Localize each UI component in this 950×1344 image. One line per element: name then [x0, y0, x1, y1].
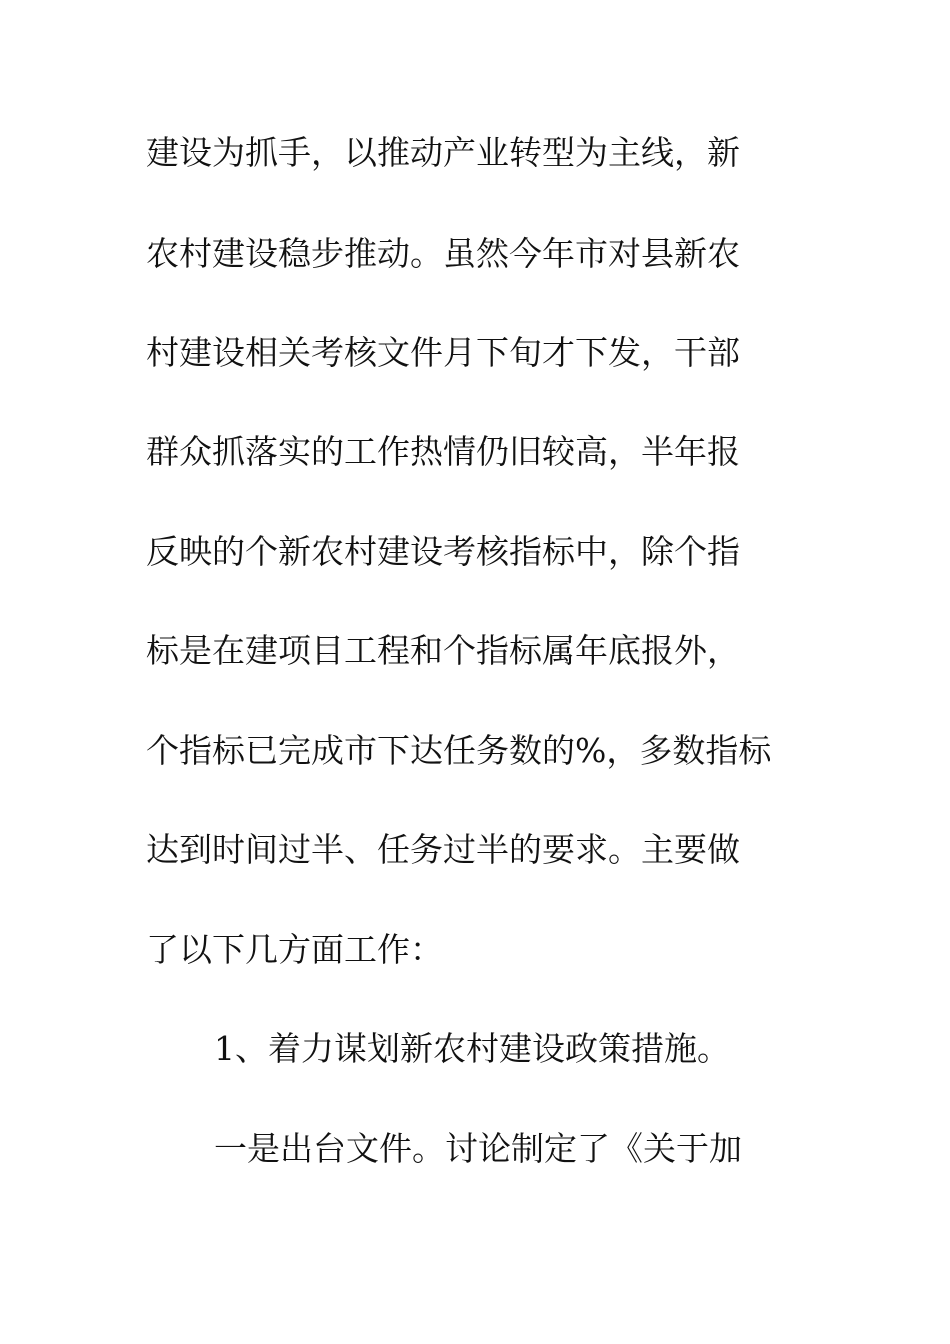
paragraph-start-line: 一是出台文件。讨论制定了《关于加 [214, 1129, 742, 1168]
body-text-line-9: 了以下几方面工作： [146, 930, 443, 969]
section-heading: 1、着力谋划新农村建设政策措施。 [214, 1029, 730, 1068]
body-text-line-7: 个指标已完成市下达任务数的%，多数指标 [146, 731, 772, 770]
body-text-line-4: 群众抓落实的工作热情仍旧较高，半年报 [146, 432, 740, 471]
body-text-line-1: 建设为抓手，以推动产业转型为主线，新 [146, 133, 740, 172]
body-text-line-2: 农村建设稳步推动。虽然今年市对县新农 [146, 234, 740, 273]
body-text-line-8: 达到时间过半、任务过半的要求。主要做 [146, 830, 740, 869]
body-text-line-3: 村建设相关考核文件月下旬才下发，干部 [146, 333, 740, 372]
body-text-line-6: 标是在建项目工程和个指标属年底报外， [146, 631, 740, 670]
body-text-line-5: 反映的个新农村建设考核指标中，除个指 [146, 532, 740, 571]
